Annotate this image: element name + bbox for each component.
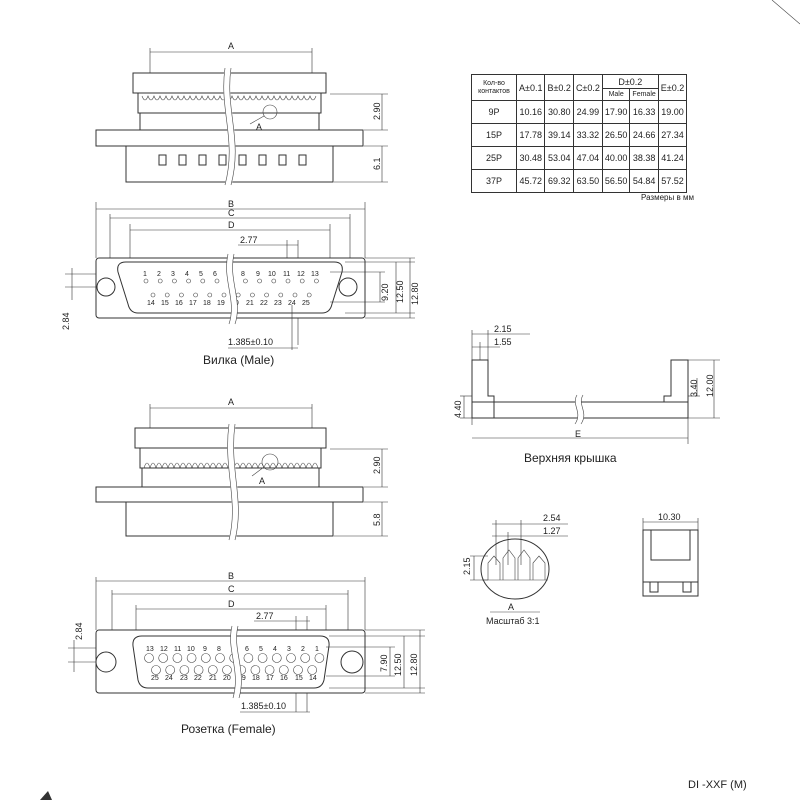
female-pin-22: 22 bbox=[194, 675, 202, 682]
female-pin-17: 17 bbox=[266, 675, 274, 682]
female-caption: Розетка (Female) bbox=[181, 722, 276, 736]
male-detail-a-label: A bbox=[256, 122, 263, 132]
male-pin-21: 21 bbox=[246, 300, 254, 307]
cover-dim-440: 4.40 bbox=[453, 400, 463, 418]
male-pin-24: 24 bbox=[288, 300, 296, 307]
male-dim-61: 6.1 bbox=[372, 157, 382, 170]
male-pin-8: 8 bbox=[241, 271, 245, 278]
table-row bbox=[472, 147, 687, 170]
male-dim-277: 2.77 bbox=[240, 235, 258, 245]
male-dim-920: 9.20 bbox=[380, 283, 390, 301]
female-pin-2: 2 bbox=[301, 646, 305, 653]
male-pin-20: 20 bbox=[231, 300, 239, 307]
cover-dim-155: 1.55 bbox=[494, 337, 512, 347]
detail-dim-127: 1.27 bbox=[543, 526, 561, 536]
male-pin-2: 2 bbox=[157, 271, 161, 278]
cell-a: 45.72 bbox=[517, 170, 545, 193]
male-pin-15: 15 bbox=[161, 300, 169, 307]
female-pin-15: 15 bbox=[295, 675, 303, 682]
th-b: B±0.2 bbox=[545, 75, 573, 101]
male-dim-c: C bbox=[228, 208, 235, 218]
table-row bbox=[472, 101, 687, 124]
male-pin-22: 22 bbox=[260, 300, 268, 307]
cell-b: 69.32 bbox=[545, 170, 573, 193]
cell-d-female: 24.66 bbox=[630, 124, 658, 147]
cell-b: 53.04 bbox=[545, 147, 573, 170]
cell-d-male: 56.50 bbox=[602, 170, 630, 193]
male-pin-13: 13 bbox=[311, 271, 319, 278]
cover-view bbox=[453, 324, 720, 465]
cover-dim-215: 2.15 bbox=[494, 324, 512, 334]
cell-pins: 9P bbox=[472, 101, 517, 124]
male-pin-9: 9 bbox=[256, 271, 260, 278]
female-pin-20: 20 bbox=[223, 675, 231, 682]
cell-e: 27.34 bbox=[658, 124, 686, 147]
cover-dim-1200: 12.00 bbox=[705, 374, 715, 397]
drawing-code: DI -XXF (M) bbox=[688, 779, 747, 791]
female-pin-4: 4 bbox=[273, 646, 277, 653]
female-pin-19: 19 bbox=[238, 675, 246, 682]
male-pin-11: 11 bbox=[283, 271, 291, 278]
female-pin-24: 24 bbox=[165, 675, 173, 682]
cover-dim-340: 3.40 bbox=[689, 379, 699, 397]
detail-dim-254: 2.54 bbox=[543, 513, 561, 523]
female-pin-14: 14 bbox=[309, 675, 317, 682]
male-pin-3: 3 bbox=[171, 271, 175, 278]
male-dim-1250: 12.50 bbox=[395, 280, 405, 303]
female-pin-23: 23 bbox=[180, 675, 188, 682]
th-d: D±0.2 bbox=[602, 75, 658, 89]
cell-c: 24.99 bbox=[573, 101, 602, 124]
female-dim-d: D bbox=[228, 599, 235, 609]
detail-scale: Масштаб 3:1 bbox=[486, 616, 540, 626]
female-pin-21: 21 bbox=[209, 675, 217, 682]
female-pin-1: 1 bbox=[315, 646, 319, 653]
male-pin-17: 17 bbox=[189, 300, 197, 307]
cell-d-female: 38.38 bbox=[630, 147, 658, 170]
detail-a-view bbox=[462, 513, 568, 626]
table-row bbox=[472, 124, 687, 147]
cell-a: 17.78 bbox=[517, 124, 545, 147]
cell-b: 30.80 bbox=[545, 101, 573, 124]
male-pin-5: 5 bbox=[199, 271, 203, 278]
cell-c: 47.04 bbox=[573, 147, 602, 170]
female-dim-284: 2.84 bbox=[74, 622, 84, 640]
female-dim-a: A bbox=[228, 397, 235, 407]
female-dim-1385: 1.385±0.10 bbox=[241, 701, 286, 711]
female-dim-b: B bbox=[228, 571, 235, 581]
male-dim-a: A bbox=[228, 41, 235, 51]
female-pin-6: 6 bbox=[245, 646, 249, 653]
cell-pins: 25P bbox=[472, 147, 517, 170]
cell-pins: 15P bbox=[472, 124, 517, 147]
th-c: C±0.2 bbox=[573, 75, 602, 101]
male-dim-b: B bbox=[228, 199, 235, 209]
male-dim-284: 2.84 bbox=[61, 312, 71, 330]
male-front-view bbox=[61, 199, 420, 367]
female-pin-5: 5 bbox=[259, 646, 263, 653]
cell-a: 30.48 bbox=[517, 147, 545, 170]
female-pin-12: 12 bbox=[160, 646, 168, 653]
male-pin-1: 1 bbox=[143, 271, 147, 278]
cell-d-male: 40.00 bbox=[602, 147, 630, 170]
female-dim-1280: 12.80 bbox=[409, 653, 419, 676]
male-pin-19: 19 bbox=[217, 300, 225, 307]
male-pin-23: 23 bbox=[274, 300, 282, 307]
cell-e: 41.24 bbox=[658, 147, 686, 170]
male-pin-14: 14 bbox=[147, 300, 155, 307]
female-dim-277: 2.77 bbox=[256, 611, 274, 621]
cover-dim-e: E bbox=[575, 429, 582, 439]
th-a: A±0.1 bbox=[517, 75, 545, 101]
cell-a: 10.16 bbox=[517, 101, 545, 124]
female-pin-7: 7 bbox=[231, 646, 235, 653]
cell-b: 39.14 bbox=[545, 124, 573, 147]
cell-c: 33.32 bbox=[573, 124, 602, 147]
male-dim-1385: 1.385±0.10 bbox=[228, 337, 273, 347]
female-pin-16: 16 bbox=[280, 675, 288, 682]
th-d-female: Female bbox=[630, 89, 658, 101]
units-note: Размеры в мм bbox=[641, 193, 694, 202]
th-count: Кол-во контактов bbox=[472, 75, 517, 101]
th-d-male: Male bbox=[602, 89, 630, 101]
female-pin-8: 8 bbox=[217, 646, 221, 653]
male-pin-12: 12 bbox=[297, 271, 305, 278]
cell-d-male: 26.50 bbox=[602, 124, 630, 147]
cover-caption: Верхняя крышка bbox=[524, 451, 617, 465]
male-pin-10: 10 bbox=[268, 271, 276, 278]
female-pin-25: 25 bbox=[151, 675, 159, 682]
female-dim-1250: 12.50 bbox=[393, 653, 403, 676]
male-pin-6: 6 bbox=[213, 271, 217, 278]
male-pin-7: 7 bbox=[227, 271, 231, 278]
cell-e: 19.00 bbox=[658, 101, 686, 124]
dimension-table bbox=[471, 74, 687, 193]
male-dim-290: 2.90 bbox=[372, 102, 382, 120]
side-profile-view bbox=[643, 512, 698, 596]
female-dim-790: 7.90 bbox=[379, 654, 389, 672]
female-dim-58: 5.8 bbox=[372, 513, 382, 526]
female-pin-9: 9 bbox=[203, 646, 207, 653]
cell-d-female: 54.84 bbox=[630, 170, 658, 193]
female-pin-18: 18 bbox=[252, 675, 260, 682]
cell-d-female: 16.33 bbox=[630, 101, 658, 124]
female-dim-c: C bbox=[228, 584, 235, 594]
table-row bbox=[472, 170, 687, 193]
cell-pins: 37P bbox=[472, 170, 517, 193]
detail-dim-215: 2.15 bbox=[462, 557, 472, 575]
female-pin-3: 3 bbox=[287, 646, 291, 653]
female-dim-290: 2.90 bbox=[372, 456, 382, 474]
cell-d-male: 17.90 bbox=[602, 101, 630, 124]
cell-e: 57.52 bbox=[658, 170, 686, 193]
male-pin-18: 18 bbox=[203, 300, 211, 307]
female-side-view bbox=[96, 397, 388, 540]
male-dim-1280: 12.80 bbox=[410, 282, 420, 305]
male-pin-25: 25 bbox=[302, 300, 310, 307]
male-dim-d: D bbox=[228, 220, 235, 230]
female-pin-10: 10 bbox=[187, 646, 195, 653]
cell-c: 63.50 bbox=[573, 170, 602, 193]
male-caption: Вилка (Male) bbox=[203, 353, 275, 367]
detail-label: A bbox=[508, 602, 515, 612]
male-pin-4: 4 bbox=[185, 271, 189, 278]
side-dim-1030: 10.30 bbox=[658, 512, 681, 522]
male-side-view bbox=[96, 41, 388, 185]
female-front-view bbox=[68, 571, 425, 736]
female-pin-11: 11 bbox=[174, 646, 182, 653]
th-e: E±0.2 bbox=[658, 75, 686, 101]
female-pin-13: 13 bbox=[146, 646, 154, 653]
female-detail-a-label: A bbox=[259, 476, 266, 486]
male-pin-16: 16 bbox=[175, 300, 183, 307]
